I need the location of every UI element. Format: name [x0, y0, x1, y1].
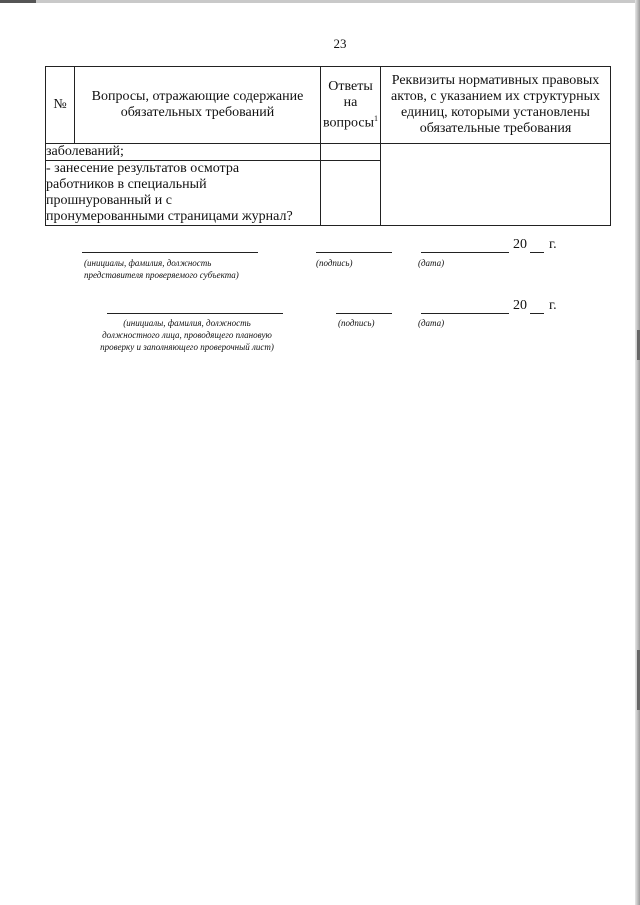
year-line	[530, 252, 544, 253]
question-line: работников в специальный	[46, 177, 207, 192]
caption-date: (дата)	[418, 258, 445, 268]
date-line	[421, 252, 509, 253]
year-suffix: г.	[549, 298, 557, 313]
question-line: - занесение результатов осмотра	[46, 161, 240, 176]
table-header-row	[46, 67, 611, 144]
year-prefix: 20	[513, 237, 527, 252]
caption-name-line: (инициалы, фамилия, должность	[84, 258, 212, 268]
year-suffix: г.	[549, 237, 557, 252]
year-line	[530, 313, 544, 314]
question-line: пронумерованными страницами журнал?	[46, 209, 293, 224]
caption-date: (дата)	[418, 318, 445, 328]
header-answers	[321, 67, 381, 144]
requisites-cell	[381, 144, 611, 226]
header-answers-line1: Ответы	[328, 78, 373, 94]
caption-signature: (подпись)	[338, 318, 375, 328]
answer-cell	[321, 161, 381, 226]
scan-edge-right	[635, 0, 640, 905]
answer-cell	[321, 144, 381, 161]
header-questions: Вопросы, отражающие содержание обязательных требований	[75, 67, 321, 144]
caption-name-line: представителя проверяемого субъекта)	[84, 270, 239, 280]
footnote-marker: 1	[373, 113, 378, 123]
question-cell: заболеваний;	[46, 144, 321, 161]
caption-name-line: (инициалы, фамилия, должность	[123, 318, 251, 328]
scan-edge-top	[0, 0, 640, 3]
question-line: прошнурованный и с	[46, 193, 172, 208]
requirements-table	[45, 66, 611, 226]
header-answers-line2: на	[343, 94, 358, 110]
question-cell	[46, 161, 321, 226]
caption-name-line: проверку и заполняющего проверочный лист)	[100, 342, 274, 352]
caption-signature: (подпись)	[316, 258, 353, 268]
header-requisites: Реквизиты нормативных правовых актов, с указанием их структурных единиц, которыми установлены обязательные требования	[381, 67, 611, 144]
name-line	[82, 252, 258, 253]
header-number: №	[46, 67, 75, 144]
header-answers-line3: вопросы	[323, 115, 374, 131]
signature-line	[336, 313, 392, 314]
name-line	[107, 313, 283, 314]
date-line	[421, 313, 509, 314]
table-row	[46, 144, 611, 161]
scan-edge-top-mark	[0, 0, 36, 3]
caption-name	[82, 317, 292, 353]
caption-name	[84, 257, 239, 281]
signature-line	[316, 252, 392, 253]
page-number: 23	[333, 36, 347, 51]
year-prefix: 20	[513, 298, 527, 313]
caption-name-line: должностного лица, проводящего плановую	[102, 330, 272, 340]
